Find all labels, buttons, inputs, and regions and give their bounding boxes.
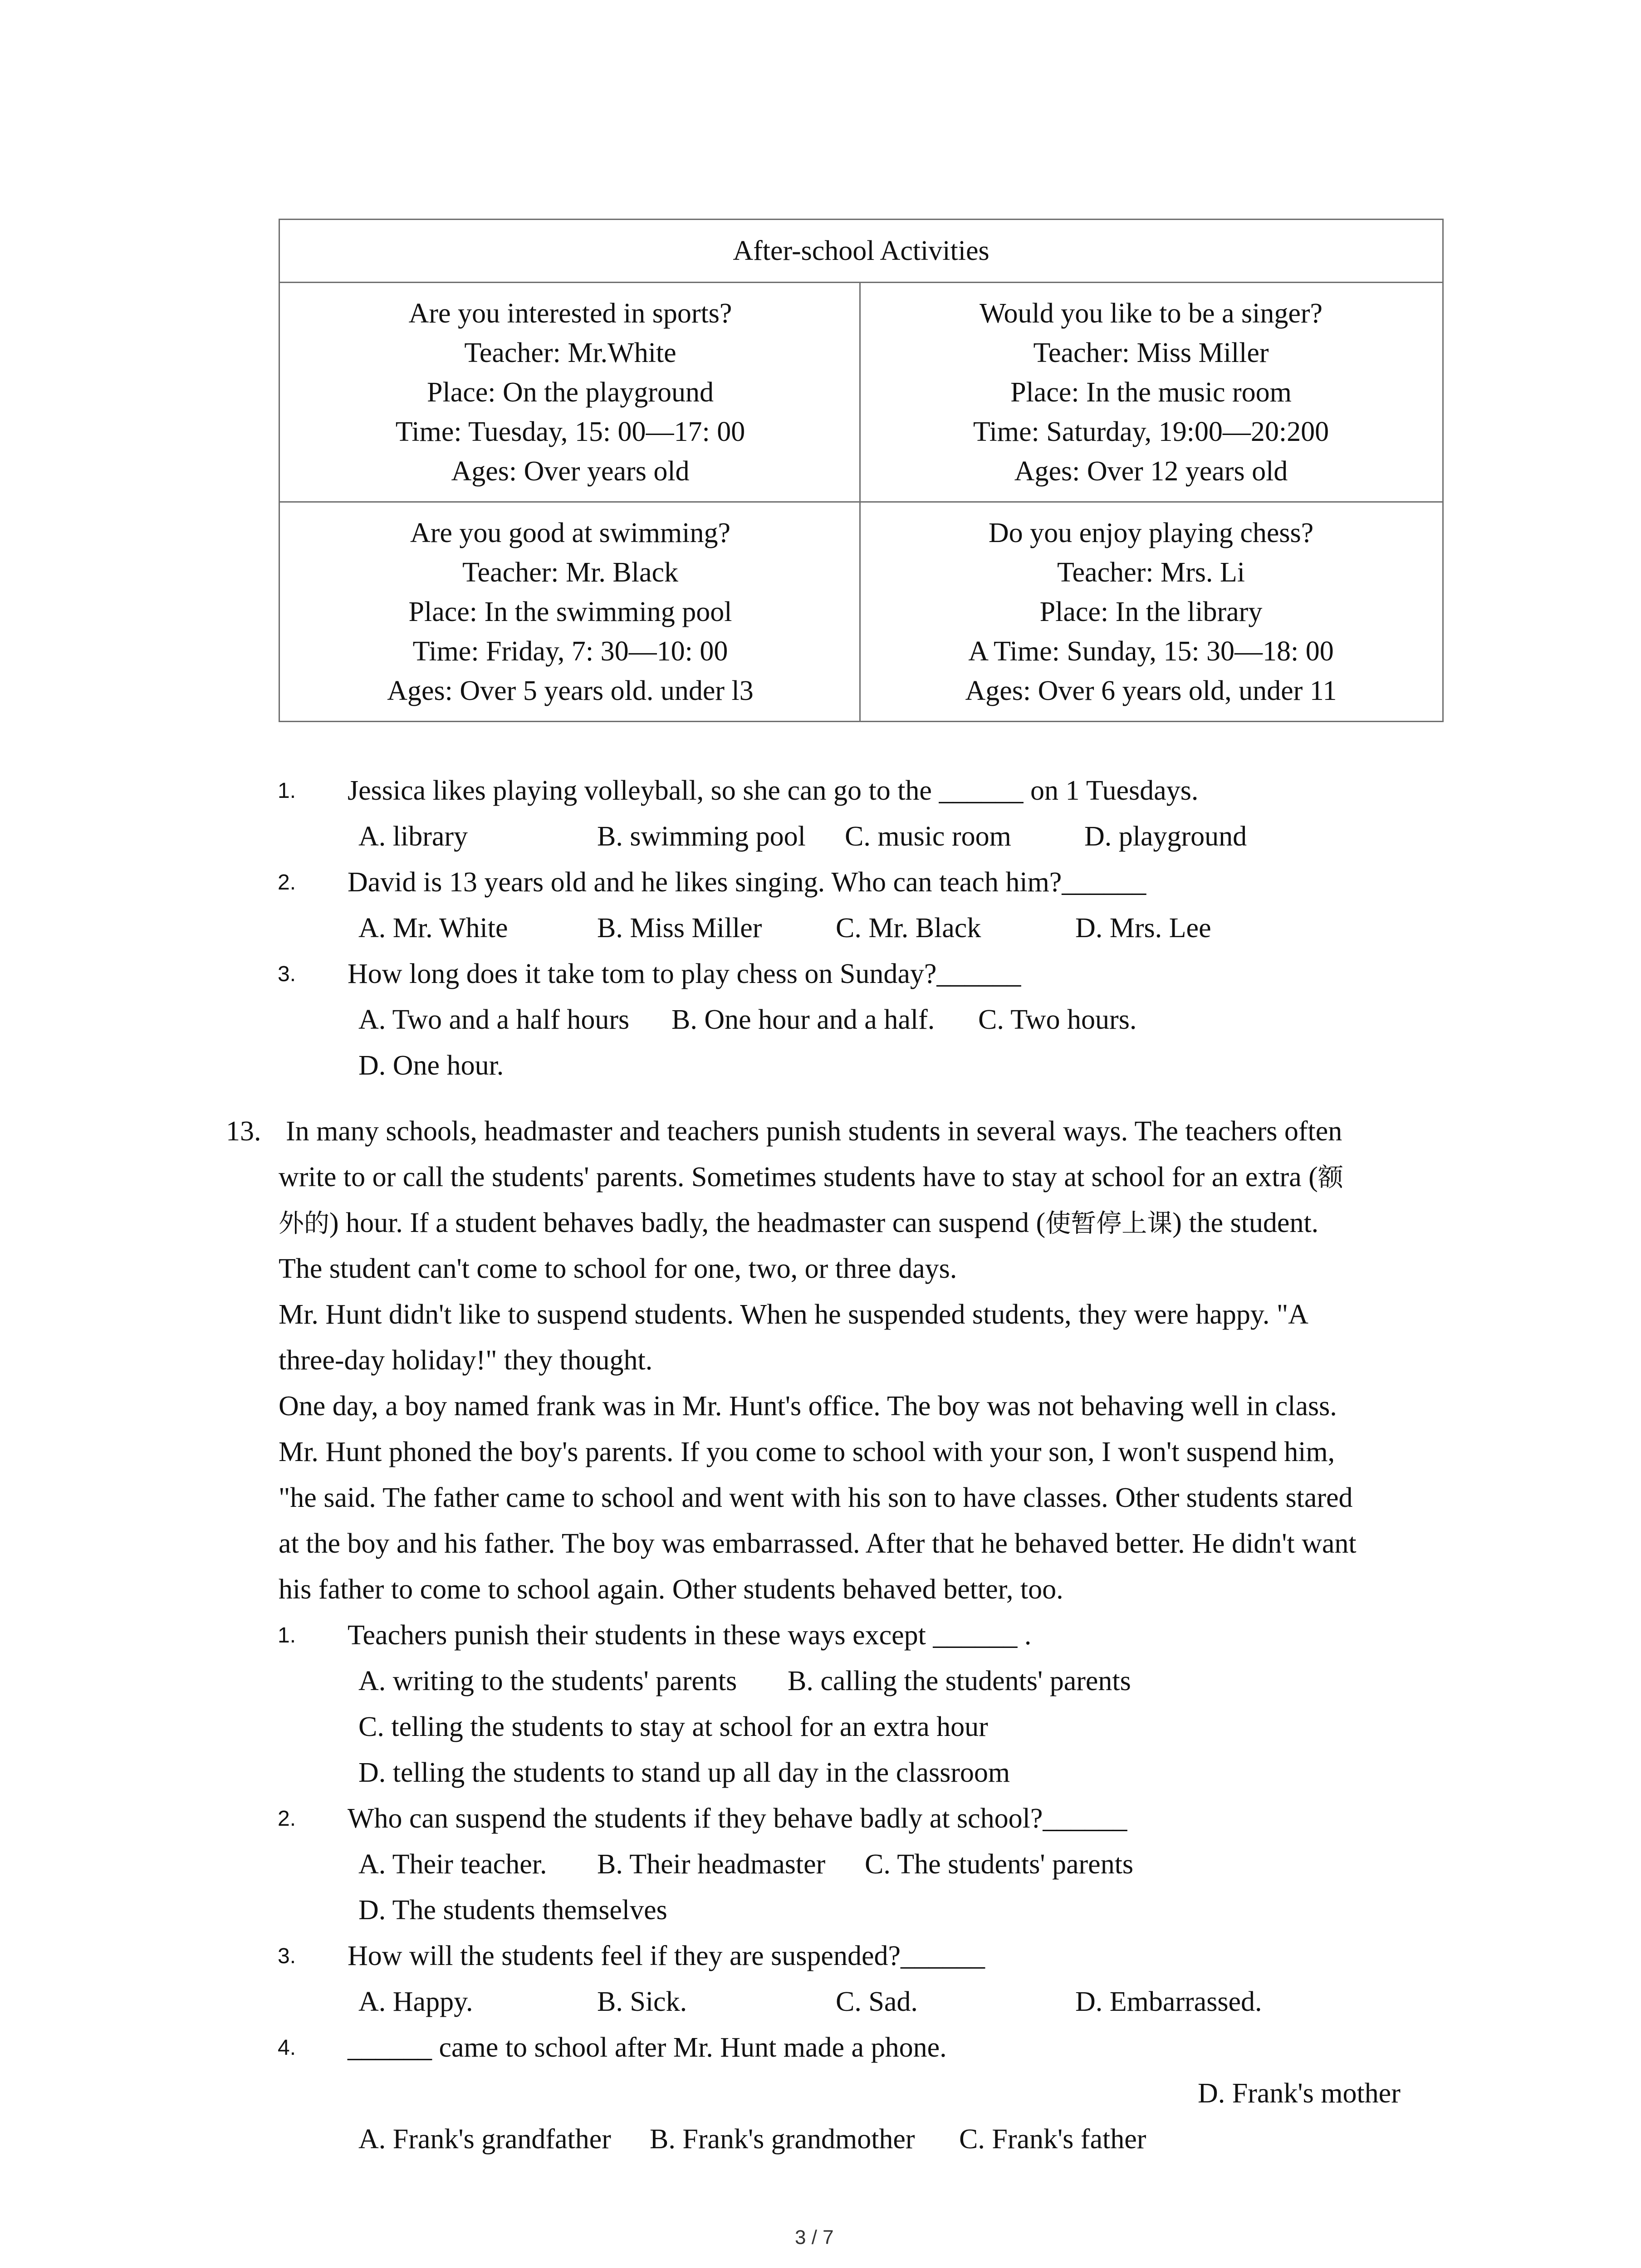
cell-line: Teacher: Miss Miller bbox=[1033, 337, 1269, 368]
question-text: David is 13 years old and he likes singing. Who can teach him?______ bbox=[348, 867, 1146, 898]
option: B. Frank's grandmother bbox=[650, 2124, 915, 2155]
activity-cell-singing bbox=[861, 283, 1441, 503]
cell-line: Do you enjoy playing chess? bbox=[988, 518, 1314, 548]
passage-line: at the boy and his father. The boy was embarrassed. After that he behaved better. He didn't want bbox=[279, 1528, 1357, 1559]
table-title: After-school Activities bbox=[733, 235, 989, 266]
cell-line: A Time: Sunday, 15: 30—18: 00 bbox=[968, 636, 1334, 667]
option: A. Two and a half hours bbox=[358, 1004, 630, 1035]
option: C. Mr. Black bbox=[836, 913, 981, 943]
option: C. The students' parents bbox=[865, 1849, 1134, 1880]
question-text: Jessica likes playing volleyball, so she can go to the ______ on 1 Tuesdays. bbox=[348, 775, 1199, 806]
question-number: 3. bbox=[278, 962, 296, 986]
option: B. One hour and a half. bbox=[671, 1004, 935, 1035]
passage-line: In many schools, headmaster and teachers punish students in several ways. The teachers often bbox=[286, 1116, 1342, 1147]
cell-line: Are you good at swimming? bbox=[410, 518, 730, 548]
activity-cell-sports bbox=[280, 283, 861, 503]
cell-line: Place: On the playground bbox=[427, 377, 714, 408]
question-text: How will the students feel if they are suspended?______ bbox=[348, 1941, 985, 1971]
option: C. Two hours. bbox=[978, 1004, 1137, 1035]
option: D. One hour. bbox=[358, 1050, 504, 1081]
passage-line: Mr. Hunt phoned the boy's parents. If you come to school with your son, I won't suspend him, bbox=[279, 1437, 1335, 1467]
question-number: 1. bbox=[278, 1623, 296, 1647]
option: D. Mrs. Lee bbox=[1075, 913, 1211, 943]
passage-line: "he said. The father came to school and went with his son to have classes. Other students stared bbox=[279, 1482, 1353, 1513]
cell-line: Would you like to be a singer? bbox=[979, 298, 1323, 329]
option: D. Embarrassed. bbox=[1075, 1986, 1262, 2017]
page-number: 3 / 7 bbox=[795, 2226, 834, 2248]
question-number: 4. bbox=[278, 2036, 296, 2060]
option: A. library bbox=[358, 821, 468, 852]
option: C. telling the students to stay at school for an extra hour bbox=[358, 1711, 988, 1742]
option: B. Sick. bbox=[597, 1986, 687, 2017]
cell-line: Place: In the library bbox=[1039, 596, 1263, 627]
activity-cell-swimming bbox=[280, 502, 861, 722]
question-number: 3. bbox=[278, 1944, 296, 1968]
passage-line: his father to come to school again. Other students behaved better, too. bbox=[279, 1574, 1063, 1605]
cell-line: Ages: Over years old bbox=[451, 456, 690, 487]
question-text: How long does it take tom to play chess on Sunday?______ bbox=[348, 958, 1021, 989]
question-text: ______ came to school after Mr. Hunt made a phone. bbox=[348, 2032, 947, 2063]
option: D. Frank's mother bbox=[1198, 2078, 1401, 2109]
section-number: 13. bbox=[226, 1116, 261, 1147]
question-number: 2. bbox=[278, 870, 296, 894]
question-text: Teachers punish their students in these ways except ______ . bbox=[348, 1620, 1032, 1651]
option: B. calling the students' parents bbox=[788, 1666, 1131, 1696]
passage-line: One day, a boy named frank was in Mr. Hunt's office. The boy was not behaving well in class. bbox=[279, 1391, 1337, 1422]
cell-line: Place: In the swimming pool bbox=[408, 596, 732, 627]
cell-line: Time: Saturday, 19:00—20:200 bbox=[973, 416, 1329, 447]
passage-line: three-day holiday!" they thought. bbox=[279, 1345, 653, 1376]
cell-line: Time: Friday, 7: 30—10: 00 bbox=[412, 636, 728, 667]
cell-line: Place: In the music room bbox=[1010, 377, 1292, 408]
cell-line: Teacher: Mr.White bbox=[464, 337, 676, 368]
passage-line: The student can't come to school for one, two, or three days. bbox=[279, 1253, 957, 1284]
passage-line: Mr. Hunt didn't like to suspend students. When he suspended students, they were happy. "A bbox=[279, 1299, 1308, 1330]
question-text: Who can suspend the students if they behave badly at school?______ bbox=[348, 1803, 1127, 1834]
cell-line: Are you interested in sports? bbox=[408, 298, 732, 329]
cell-line: Teacher: Mrs. Li bbox=[1057, 557, 1245, 588]
option: D. telling the students to stand up all day in the classroom bbox=[358, 1757, 1010, 1788]
activity-cell-chess bbox=[861, 502, 1441, 722]
option: A. Mr. White bbox=[358, 913, 508, 943]
cell-line: Ages: Over 5 years old. under l3 bbox=[387, 675, 754, 706]
option: D. The students themselves bbox=[358, 1895, 667, 1926]
cell-line: Ages: Over 6 years old, under 11 bbox=[965, 675, 1337, 706]
option: C. Sad. bbox=[836, 1986, 918, 2017]
option: D. playground bbox=[1084, 821, 1247, 852]
cell-line: Ages: Over 12 years old bbox=[1014, 456, 1288, 487]
option: B. swimming pool bbox=[597, 821, 806, 852]
question-number: 1. bbox=[278, 779, 296, 803]
option: A. writing to the students' parents bbox=[358, 1666, 737, 1696]
activities-table bbox=[279, 219, 1444, 722]
cell-line: Time: Tuesday, 15: 00—17: 00 bbox=[395, 416, 745, 447]
option: B. Miss Miller bbox=[597, 913, 762, 943]
option: C. music room bbox=[845, 821, 1011, 852]
passage-line: 外的) hour. If a student behaves badly, the headmaster can suspend (使暂停上课) the student. bbox=[279, 1207, 1319, 1238]
question-number: 2. bbox=[278, 1807, 296, 1831]
option: A. Their teacher. bbox=[358, 1849, 547, 1880]
option: A. Happy. bbox=[358, 1986, 473, 2017]
option: B. Their headmaster bbox=[597, 1849, 826, 1880]
passage-line: write to or call the students' parents. Sometimes students have to stay at school for an extra (额 bbox=[279, 1162, 1343, 1193]
option: A. Frank's grandfather bbox=[358, 2124, 611, 2155]
cell-line: Teacher: Mr. Black bbox=[462, 557, 678, 588]
option: C. Frank's father bbox=[959, 2124, 1146, 2155]
